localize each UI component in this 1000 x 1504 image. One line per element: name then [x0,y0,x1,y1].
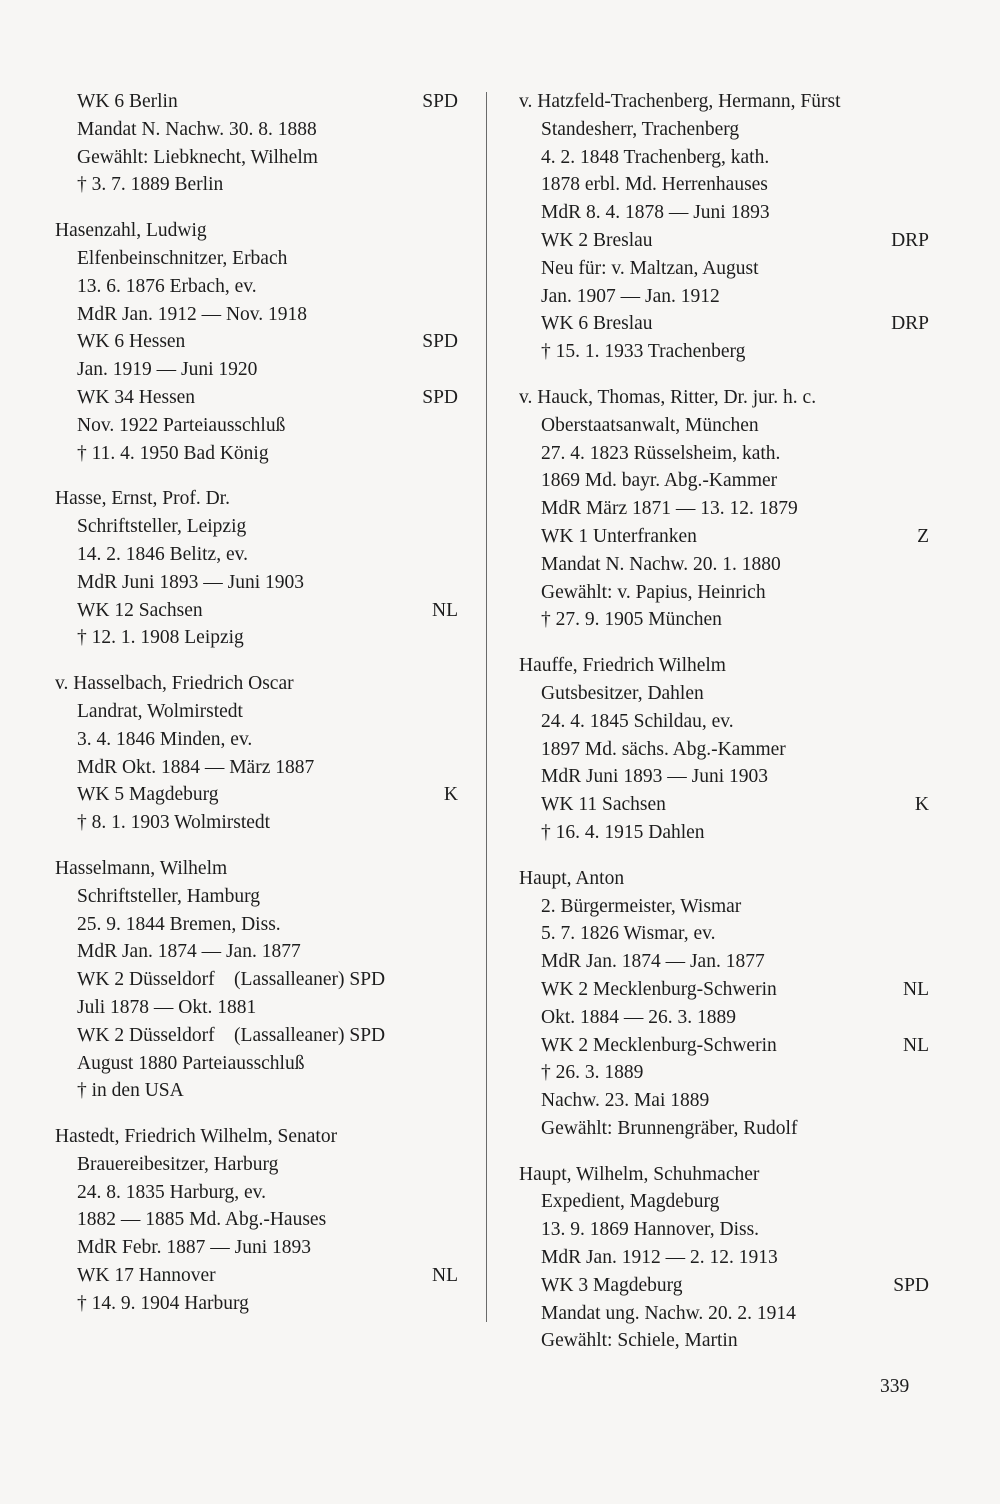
entry-line [55,171,458,199]
entry-line-text: WK 5 Magdeburg [77,784,219,806]
entry-line-text: MdR Febr. 1887 — Juni 1893 [77,1237,312,1259]
entry-line-text: † in den USA [77,1080,184,1102]
entry-line-text: WK 2 Düsseldorf (Lassalleaner) SPD [77,969,386,991]
entry-line-text: † 3. 7. 1889 Berlin [77,174,224,196]
entry-line [55,1022,458,1050]
entry-line [519,551,929,579]
party-abbreviation: K [443,784,458,806]
entry-line-text: 4. 2. 1848 Trachenberg, kath. [541,146,770,168]
entry-line-text: Gewählt: Liebknecht, Wilhelm [77,146,318,168]
entry-line-text: WK 6 Hessen [77,331,186,353]
entry-line-text: Gewählt: v. Papius, Heinrich [541,581,766,603]
biography-entry [519,88,929,366]
entry-line-text: † 16. 4. 1915 Dahlen [541,821,705,843]
entry-line-text: 27. 4. 1823 Rüsselsheim, kath. [541,442,781,464]
party-abbreviation: SPD [422,386,458,408]
entry-line-text: † 26. 3. 1889 [541,1062,644,1084]
party-abbreviation: NL [432,599,458,621]
entry-line-text: 13. 9. 1869 Hannover, Diss. [541,1219,760,1241]
entry-line-text: 5. 7. 1826 Wismar, ev. [541,923,716,945]
entry-line-text: MdR 8. 4. 1878 — Juni 1893 [541,202,770,224]
entry-line [55,966,458,994]
entry-line-text: MdR Okt. 1884 — März 1887 [77,756,315,778]
entry-line-text: Mandat N. Nachw. 20. 1. 1880 [541,553,781,575]
entry-line-text: 1897 Md. sächs. Abg.-Kammer [541,738,786,760]
entry-line [55,1077,458,1105]
entry-line-text: † 12. 1. 1908 Leipzig [77,627,244,649]
entry-line [55,1151,458,1179]
entry-line-text: Schriftsteller, Leipzig [77,516,247,538]
entry-line [55,301,458,329]
party-abbreviation: NL [903,1034,929,1056]
entry-line [55,624,458,652]
entry-line [519,791,929,819]
entry-line-text: Jan. 1919 — Juni 1920 [77,359,258,381]
entry-line [519,467,929,495]
entry-line-text: 2. Bürgermeister, Wismar [541,895,742,917]
entry-line-text: 14. 2. 1846 Belitz, ev. [77,543,248,565]
entry-line-text: † 27. 9. 1905 München [541,609,722,631]
entry-line-text: Oberstaatsanwalt, München [541,414,759,436]
entry-line [55,116,458,144]
entry-line-text: 25. 9. 1844 Bremen, Diss. [77,913,281,935]
party-abbreviation: DRP [891,229,929,251]
entry-name: Hauffe, Friedrich Wilhelm [519,655,726,677]
entry-line-text: Schriftsteller, Hamburg [77,885,260,907]
entry-line [55,911,458,939]
entry-name: v. Hauck, Thomas, Ritter, Dr. jur. h. c. [519,386,817,408]
entry-line [55,1290,458,1318]
entry-line-text: † 8. 1. 1903 Wolmirstedt [77,812,271,834]
entry-line [519,680,929,708]
entry-line-text: WK 2 Mecklenburg-Schwerin [541,1034,777,1056]
entry-line [55,144,458,172]
entry-line-text: WK 17 Hannover [77,1265,216,1287]
entry-line [55,328,458,356]
party-abbreviation: Z [917,525,929,547]
entry-line-text: Brauereibesitzer, Harburg [77,1153,279,1175]
biography-entry [55,217,458,467]
column-divider [486,92,487,1322]
entry-name: v. Hatzfeld-Trachenberg, Hermann, Fürst [519,91,841,112]
entry-line [55,1050,458,1078]
party-abbreviation: NL [903,978,929,1000]
entry-line [519,920,929,948]
entry-line [519,1087,929,1115]
entry-name: Hasenzahl, Ludwig [55,220,207,242]
entry-line-text: Jan. 1907 — Jan. 1912 [541,285,720,307]
entry-line [55,726,458,754]
entry-line [55,883,458,911]
entry-line [519,893,929,921]
entry-line-text: WK 11 Sachsen [541,794,666,816]
biography-entry [519,865,929,1143]
entry-line-text: WK 2 Mecklenburg-Schwerin [541,978,777,1000]
entry-line [55,273,458,301]
entry-line [519,412,929,440]
entry-line-text: Standesherr, Trachenberg [541,118,740,140]
biography-entry [55,1123,458,1318]
entry-line-text: WK 2 Düsseldorf (Lassalleaner) SPD [77,1024,386,1046]
entry-line-text: 13. 6. 1876 Erbach, ev. [77,275,257,297]
entry-line-text: 24. 8. 1835 Harburg, ev. [77,1181,267,1203]
entry-line [55,994,458,1022]
entry-line [519,1004,929,1032]
entry-name: v. Hasselbach, Friedrich Oscar [55,673,294,695]
entry-line [519,283,929,311]
entry-name: Haupt, Anton [519,867,625,889]
entry-line-text: WK 34 Hessen [77,386,196,408]
entry-line [519,708,929,736]
party-abbreviation: K [914,794,929,816]
entry-line [519,1300,929,1328]
entry-line [55,1179,458,1207]
entry-line-text: Mandat N. Nachw. 30. 8. 1888 [77,118,317,140]
entry-line [519,736,929,764]
party-abbreviation: SPD [422,91,458,112]
entry-line-text: WK 6 Breslau [541,313,653,335]
party-abbreviation: SPD [893,1274,929,1296]
biography-entry [55,670,458,837]
biography-entry [519,652,929,847]
entry-line-text: MdR Jan. 1874 — Jan. 1877 [77,941,301,963]
entry-line [55,938,458,966]
party-abbreviation: NL [432,1265,458,1287]
entry-line [519,255,929,283]
entry-line [55,541,458,569]
entry-line [55,1234,458,1262]
biography-entry [55,88,458,199]
entry-line [519,495,929,523]
entry-line [519,199,929,227]
entry-line [55,569,458,597]
entry-line [519,948,929,976]
entry-line-text: WK 2 Breslau [541,229,653,251]
entry-line-text: August 1880 Parteiausschluß [77,1052,305,1074]
entry-line-text: Okt. 1884 — 26. 3. 1889 [541,1006,736,1028]
entry-line [55,809,458,837]
entry-line [519,171,929,199]
entry-line [519,116,929,144]
entry-line [519,579,929,607]
entry-line [55,698,458,726]
entry-name: Hastedt, Friedrich Wilhelm, Senator [55,1126,338,1148]
entry-line [55,88,458,116]
entry-line-text: MdR März 1871 — 13. 12. 1879 [541,498,798,520]
entry-line-text: † 11. 4. 1950 Bad König [77,442,269,464]
entry-name: Haupt, Wilhelm, Schuhmacher [519,1163,760,1185]
page-number: 339 [880,1376,910,1397]
entry-line-text: Gewählt: Schiele, Martin [541,1330,738,1352]
biography-entry [519,384,929,634]
entry-line-text: Expedient, Magdeburg [541,1191,720,1213]
entry-line [55,1262,458,1290]
biography-entry [55,485,458,652]
entry-line-text: Mandat ung. Nachw. 20. 2. 1914 [541,1302,796,1324]
entry-line-text: WK 12 Sachsen [77,599,203,621]
biography-entry [519,1161,929,1356]
party-abbreviation: SPD [422,331,458,353]
entry-line [55,597,458,625]
entry-line-text: Landrat, Wolmirstedt [77,700,243,722]
entry-line-text: † 14. 9. 1904 Harburg [77,1292,249,1314]
entry-line-text: 3. 4. 1846 Minden, ev. [77,728,253,750]
entry-line-text: 24. 4. 1845 Schildau, ev. [541,710,734,732]
entry-line [519,1272,929,1300]
entry-line [519,606,929,634]
entry-line-text: Elfenbeinschnitzer, Erbach [77,247,288,269]
entry-line-text: † 15. 1. 1933 Trachenberg [541,341,746,363]
entry-line [519,440,929,468]
entry-line [519,763,929,791]
entry-line-text: 1869 Md. bayr. Abg.-Kammer [541,470,778,492]
entry-line-text: WK 6 Berlin [77,91,178,112]
right-column [519,88,929,1373]
biography-entry [55,855,458,1105]
entry-line [55,754,458,782]
entry-line-text: WK 1 Unterfranken [541,525,697,547]
entry-line [55,384,458,412]
entry-line-text: Nachw. 23. Mai 1889 [541,1090,710,1112]
entry-line [519,144,929,172]
entry-line [519,1032,929,1060]
party-abbreviation: DRP [891,313,929,335]
entry-line-text: Gutsbesitzer, Dahlen [541,682,704,704]
entry-line [519,523,929,551]
entry-line [519,1216,929,1244]
entry-line-text: MdR Juni 1893 — Juni 1903 [77,571,304,593]
entry-line [519,1188,929,1216]
entry-line [519,338,929,366]
entry-line [55,1206,458,1234]
entry-line [55,412,458,440]
entry-line-text: 1878 erbl. Md. Herrenhauses [541,174,768,196]
entry-line [519,227,929,255]
entry-line [519,1327,929,1355]
entry-line [519,1059,929,1087]
entry-name: Hasse, Ernst, Prof. Dr. [55,488,230,510]
entry-line [519,819,929,847]
entry-line-text: Nov. 1922 Parteiausschluß [77,414,286,436]
entry-line-text: MdR Jan. 1874 — Jan. 1877 [541,951,765,973]
entry-line-text: Neu für: v. Maltzan, August [541,257,759,279]
entry-line-text: MdR Jan. 1912 — Nov. 1918 [77,303,308,325]
entry-line-text: Juli 1878 — Okt. 1881 [77,996,257,1018]
entry-line-text: WK 3 Magdeburg [541,1274,683,1296]
entry-line [519,1244,929,1272]
entry-line [55,356,458,384]
entry-line-text: Gewählt: Brunnengräber, Rudolf [541,1117,798,1139]
entry-line [519,976,929,1004]
entry-line-text: 1882 — 1885 Md. Abg.-Hauses [77,1209,327,1231]
entry-line-text: MdR Juni 1893 — Juni 1903 [541,766,768,788]
entry-line [55,781,458,809]
entry-line [55,245,458,273]
left-column [55,88,458,1336]
entry-name: Hasselmann, Wilhelm [55,857,228,879]
entry-line-text: MdR Jan. 1912 — 2. 12. 1913 [541,1247,778,1269]
entry-line [519,310,929,338]
entry-line [519,1115,929,1143]
entry-line [55,513,458,541]
entry-line [55,440,458,468]
